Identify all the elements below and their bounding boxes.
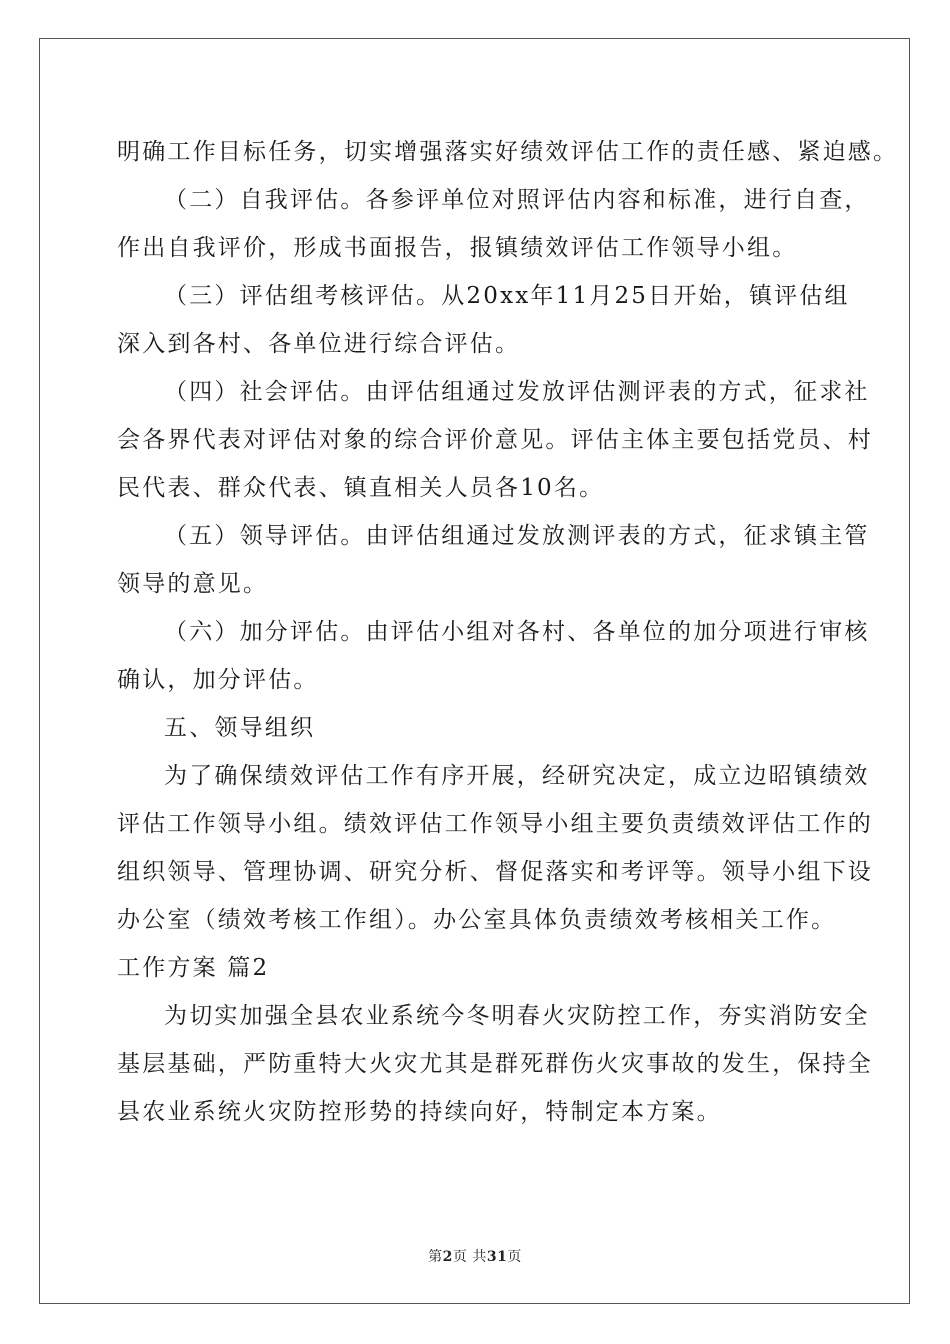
page-footer	[0, 1246, 950, 1266]
total-page-count: 31	[486, 1249, 508, 1265]
document-body	[117, 128, 899, 1136]
paragraph-line: （五）领导评估。由评估组通过发放测评表的方式，征求镇主管	[164, 523, 870, 549]
paragraph-line: 为了确保绩效评估工作有序开展，经研究决定，成立边昭镇绩效	[164, 763, 870, 789]
footer-suffix: 页	[507, 1249, 522, 1265]
paragraph-line: 确认，加分评估。	[117, 667, 319, 693]
footer-middle: 页 共	[452, 1249, 487, 1265]
paragraph-line: 民代表、群众代表、镇直相关人员各10名。	[117, 475, 605, 501]
article-title: 工作方案 篇2	[117, 955, 270, 981]
paragraph-line: （三）评估组考核评估。从20xx年11月25日开始，镇评估组	[164, 283, 850, 309]
current-page-number: 2	[442, 1249, 453, 1265]
paragraph-line: 为切实加强全县农业系统今冬明春火灾防控工作，夯实消防安全	[164, 1003, 870, 1029]
paragraph-line: 办公室（绩效考核工作组）。办公室具体负责绩效考核相关工作。	[117, 907, 837, 933]
paragraph-line: 评估工作领导小组。绩效评估工作领导小组主要负责绩效评估工作的	[117, 811, 873, 837]
footer-prefix: 第	[428, 1249, 443, 1265]
paragraph-line: 会各界代表对评估对象的综合评价意见。评估主体主要包括党员、村	[117, 427, 873, 453]
section-heading: 五、领导组织	[164, 715, 316, 741]
paragraph-line: 深入到各村、各单位进行综合评估。	[117, 331, 521, 357]
paragraph-line: 明确工作目标任务，切实增强落实好绩效评估工作的责任感、紧迫感。	[117, 139, 899, 165]
paragraph-line: 基层基础，严防重特大火灾尤其是群死群伤火灾事故的发生，保持全	[117, 1051, 873, 1077]
paragraph-line: 领导的意见。	[117, 571, 269, 597]
paragraph-line: （二）自我评估。各参评单位对照评估内容和标准，进行自查，	[164, 187, 870, 213]
paragraph-line: 作出自我评价，形成书面报告，报镇绩效评估工作领导小组。	[117, 235, 798, 261]
paragraph-line: （四）社会评估。由评估组通过发放评估测评表的方式，征求社	[164, 379, 870, 405]
paragraph-line: （六）加分评估。由评估小组对各村、各单位的加分项进行审核	[164, 619, 870, 645]
paragraph-line: 县农业系统火灾防控形势的持续向好，特制定本方案。	[117, 1099, 722, 1125]
paragraph-line: 组织领导、管理协调、研究分析、督促落实和考评等。领导小组下设	[117, 859, 873, 885]
